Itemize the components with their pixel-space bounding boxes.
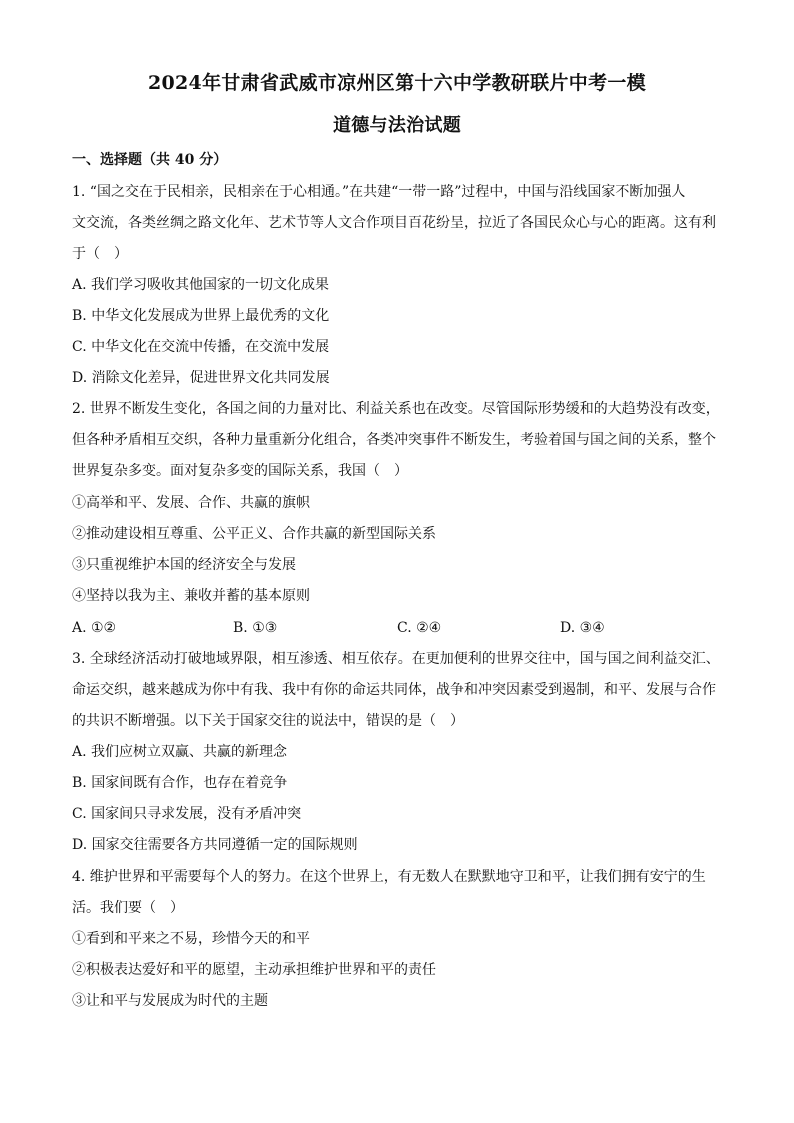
answer-choice: A. ①② — [72, 620, 117, 636]
answer-option: C. 国家间只寻求发展，没有矛盾冲突 — [72, 806, 302, 822]
answer-option: A. 我们学习吸收其他国家的一切文化成果 — [72, 277, 330, 293]
exam-title: 2024年甘肃省武威市凉州区第十六中学教研联片中考一模 — [148, 72, 646, 94]
answer-option: D. 国家交往需要各方共同遵循一定的国际规则 — [72, 837, 358, 853]
question-stem-line: 1. “国之交在于民相亲，民相亲在于心相通。”在共建“一带一路”过程中，中国与沿线国家不断加强人 — [72, 184, 686, 200]
statement-item: ②积极表达爱好和平的愿望，主动承担维护世界和平的责任 — [72, 962, 436, 978]
question-stem-line: 于（ ） — [72, 246, 128, 262]
answer-option: B. 国家间既有合作，也存在着竞争 — [72, 775, 288, 791]
exam-subtitle: 道德与法治试题 — [332, 115, 462, 136]
question-stem-line: 但各种矛盾相互交织，各种力量重新分化组合，各类冲突事件不断发生，考验着国与国之间的关系，整个 — [72, 432, 716, 448]
question-stem-line: 的共识不断增强。以下关于国家交往的说法中，错误的是（ ） — [72, 713, 464, 729]
section-heading: 一、选择题（共 40 分） — [72, 152, 228, 168]
statement-item: ②推动建设相互尊重、公平正义、合作共赢的新型国际关系 — [72, 526, 436, 542]
answer-choice: C. ②④ — [397, 620, 442, 636]
question-stem-line: 文交流，各类丝绸之路文化年、艺术节等人文合作项目百花纷呈，拉近了各国民众心与心的距离。这有利 — [72, 215, 716, 231]
statement-item: ③只重视维护本国的经济安全与发展 — [72, 557, 296, 573]
answer-option: A. 我们应树立双赢、共赢的新理念 — [72, 744, 288, 760]
question-stem-line: 活。我们要（ ） — [72, 900, 184, 916]
answer-choice: B. ①③ — [233, 620, 278, 636]
answer-choice: D. ③④ — [560, 620, 605, 636]
question-stem-line: 4. 维护世界和平需要每个人的努力。在这个世界上，有无数人在默默地守卫和平，让我们拥有安宁的生 — [72, 869, 706, 885]
statement-item: ①高举和平、发展、合作、共赢的旗帜 — [72, 495, 310, 511]
statement-item: ①看到和平来之不易，珍惜今天的和平 — [72, 931, 310, 947]
question-stem-line: 3. 全球经济活动打破地域界限，相互渗透、相互依存。在更加便利的世界交往中，国与国之间利益交汇、 — [72, 651, 720, 667]
question-stem-line: 世界复杂多变。面对复杂多变的国际关系，我国（ ） — [72, 463, 408, 479]
statement-item: ③让和平与发展成为时代的主题 — [72, 993, 268, 1009]
answer-option: C. 中华文化在交流中传播，在交流中发展 — [72, 339, 330, 355]
answer-option: D. 消除文化差异，促进世界文化共同发展 — [72, 370, 330, 386]
statement-item: ④坚持以我为主、兼收并蓄的基本原则 — [72, 588, 310, 604]
question-stem-line: 命运交织，越来越成为你中有我、我中有你的命运共同体，战争和冲突因素受到遏制，和平、发展与合作 — [72, 682, 716, 698]
question-stem-line: 2. 世界不断发生变化，各国之间的力量对比、利益关系也在改变。尽管国际形势缓和的大趋势没有改变， — [72, 401, 720, 417]
answer-option: B. 中华文化发展成为世界上最优秀的文化 — [72, 308, 330, 324]
